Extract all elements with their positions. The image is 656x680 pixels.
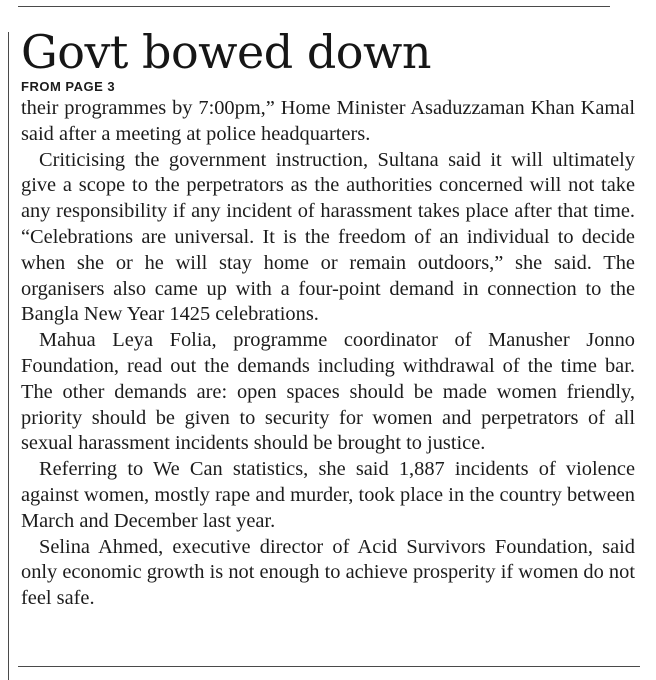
article-paragraph: Criticising the government instruction, Sultana said it will ultimately give a scope to the perpetrators as the authorities concerned will not take any responsibility if any incident of harassment takes place after that time. “Celebrations are universal. It is the freedom of an individual to decide when she or he will stay home or remain outdoors,” she said. The organisers also came up with a four-point demand in connection to the Bangla New Year 1425 celebrations. [21,148,635,326]
article-paragraph: Referring to We Can statistics, she said 1,887 incidents of violence against women, mostly rape and murder, took place in the country between March and December last year. [21,458,635,532]
top-divider [18,6,610,7]
article-paragraph: Mahua Leya Folia, programme coordinator of Manusher Jonno Foundation, read out the demands including withdrawal of the time bar. The other demands are: open spaces should be made women friendly, priority should be given to security for women and perpetrators of all sexual harassment incidents should be brought to justice. [21,329,635,455]
article-paragraph: Selina Ahmed, executive director of Acid Survivors Foundation, said only economic growth is not enough to achieve prosperity if women do not feel safe. [21,535,635,610]
continued-from-label: FROM PAGE 3 [21,79,116,94]
article-body [21,96,635,612]
article [21,24,635,612]
article-paragraph: their programmes by 7:00pm,” Home Minister Asaduzzaman Khan Kamal said after a meeting at police headquarters. [21,97,635,145]
headline: Govt bowed down [21,25,431,79]
column-divider [8,32,9,680]
bottom-divider [18,666,640,667]
